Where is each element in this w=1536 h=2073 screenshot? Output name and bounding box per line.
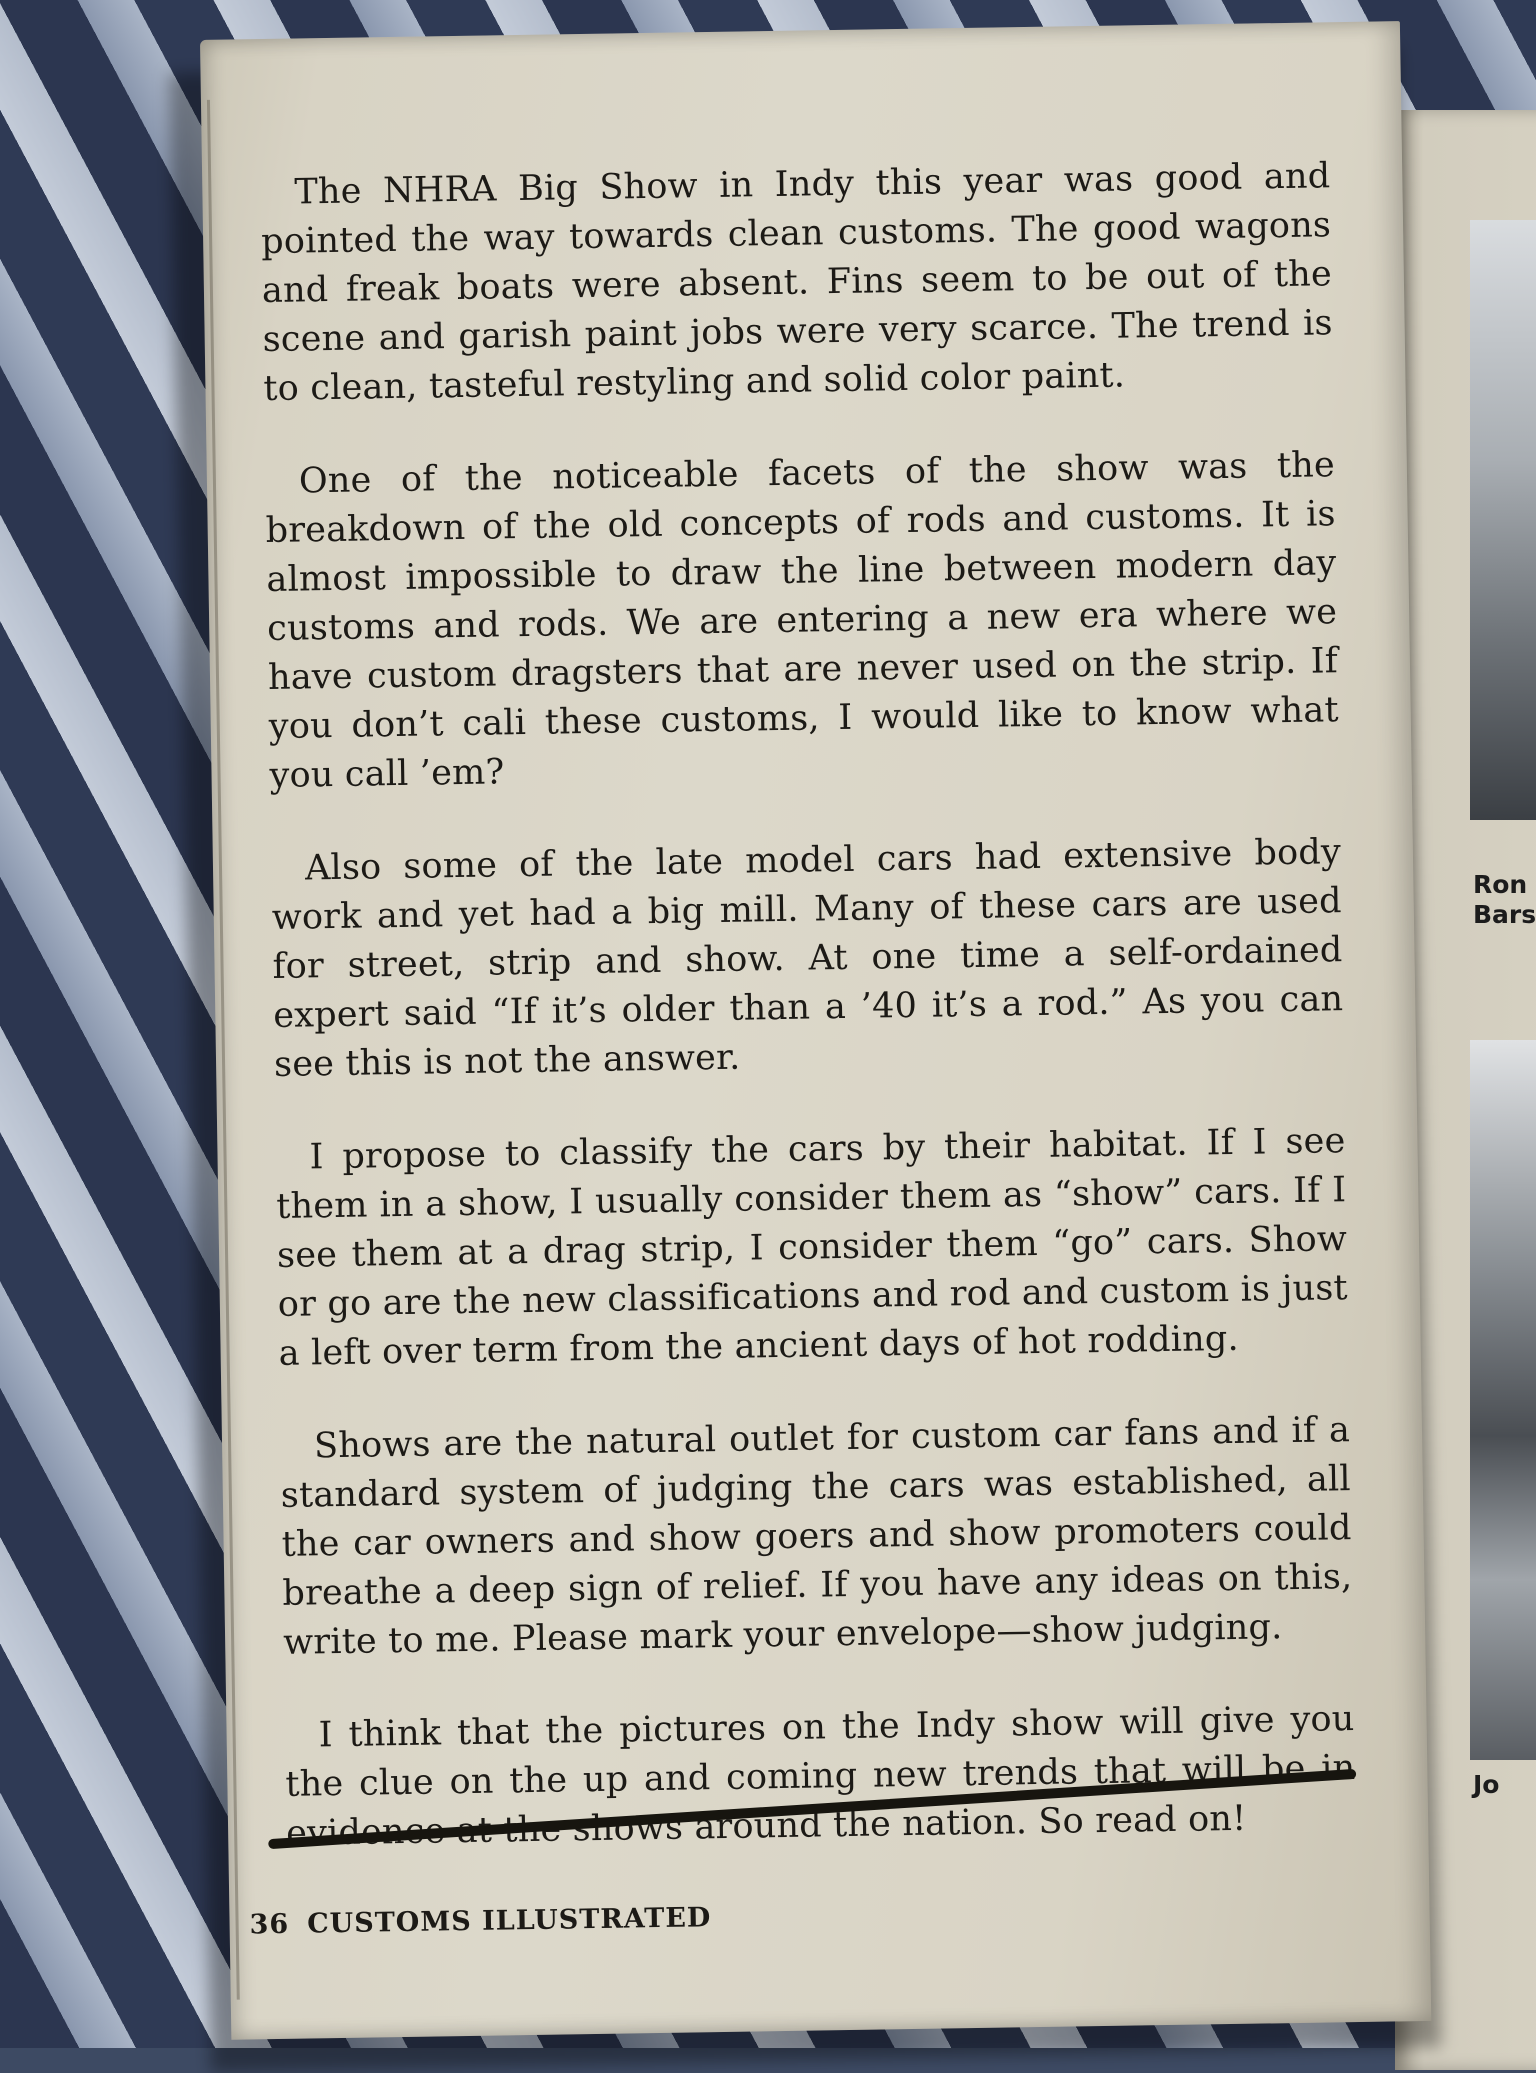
article-paragraph-4: I propose to classify the cars by their habitat. If I see them in a show, I usually consider them as “show” cars. If I see them at a drag strip, I consider them “go” cars. Show or go are the new classifications and rod and custom is just a left over term from the ancient days of hot rodding.: [276, 1121, 1349, 1374]
article-paragraph-5: Shows are the natural outlet for custom car fans and if a standard system of judging the cars was established, all the car owners and show goers and show promoters could breathe a deep sign of relief. If you have any ideas on this, write to me. Please mark your envelope—show judging.: [280, 1410, 1353, 1663]
page-number: 36: [249, 1908, 290, 1941]
facing-caption-1: [1473, 870, 1536, 930]
page-footer: [249, 1902, 711, 1940]
facing-caption-2: Jo: [1473, 1770, 1500, 1799]
article-paragraph-1: The NHRA Big Show in Indy this year was good and pointed the way towards clean customs. The good wagons and freak boats were absent. Fins seem to be out of the scene and garish paint jobs were very scarce. The trend is to clean, tasteful restyling and solid color paint.: [260, 156, 1333, 410]
facing-photo-bottom: [1470, 1040, 1536, 1760]
facing-caption-1-line-2: Bars: [1473, 900, 1536, 929]
facing-caption-1-line-1: Ron: [1473, 870, 1528, 899]
facing-photo-top: [1470, 220, 1536, 820]
article-body: [260, 152, 1357, 1903]
article-paragraph-6: I think that the pictures on the Indy show will give you the clue on the up and coming new trends that will be in evidence at the shows around the nation. So read on!: [285, 1699, 1356, 1854]
publication-name: CUSTOMS ILLUSTRATED: [306, 1902, 712, 1940]
article-paragraph-2: One of the noticeable facets of the show was the breakdown of the old concepts of rods and customs. It is almost impossible to draw the line between modern day customs and rods. We are entering a new era where we have custom dragsters that are never used on the strip. If you don’t cali these customs, I would like to know what you call ’em?: [265, 445, 1339, 796]
magazine-page: [200, 21, 1431, 2040]
article-paragraph-3: Also some of the late model cars had extensive body work and yet had a big mill. Many of these cars are used for street, strip and show. At one time a self-ordained expert said “If it’s older than a ’40 it’s a rod.” As you can see this is not the answer.: [271, 832, 1344, 1085]
